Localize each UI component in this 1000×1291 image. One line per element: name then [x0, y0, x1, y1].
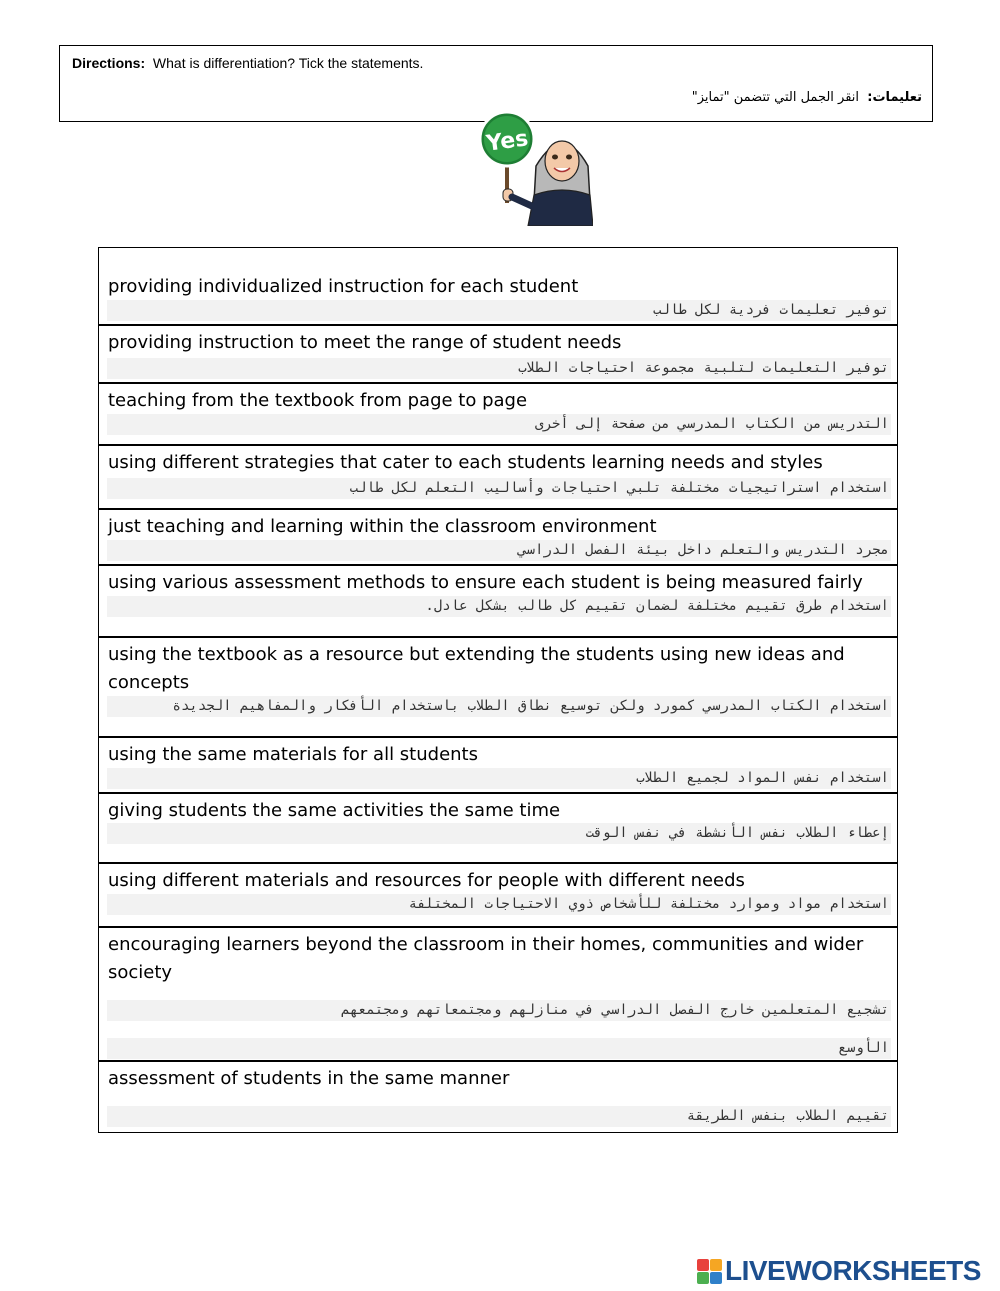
directions-arabic: [692, 90, 922, 105]
statement-row-4[interactable]: [99, 444, 897, 508]
statement-row-9[interactable]: [99, 792, 897, 862]
statement-arabic: استخدام استراتيجيات مختلفة تلبي احتياجات وأساليب التعلم لكل طالب: [107, 478, 891, 499]
statement-english: using various assessment methods to ensure each student is being measured fairly: [108, 572, 863, 593]
statement-arabic: استخدام الكتاب المدرسي كمورد ولكن توسيع نطاق الطلاب باستخدام الأفكار والمفاهيم الجديدة: [107, 696, 891, 717]
statement-row-7[interactable]: [99, 636, 897, 736]
logo-text: LIVEWORKSHEETS: [725, 1255, 981, 1286]
statement-english: giving students the same activities the same time: [108, 800, 561, 821]
statement-row-6[interactable]: [99, 564, 897, 636]
avatar-holding-yes-sign-icon: [478, 111, 593, 226]
statement-english: providing instruction to meet the range of student needs: [108, 332, 622, 353]
statement-english: providing individualized instruction for each student: [108, 276, 579, 297]
statements-table: [98, 247, 898, 1133]
statement-english: using the same materials for all students: [108, 744, 478, 765]
statement-arabic: التدريس من الكتاب المدرسي من صفحة إلى أخرى: [107, 414, 891, 435]
statement-row-1[interactable]: [99, 248, 897, 324]
directions-label-arabic: تعليمات:: [867, 90, 922, 105]
statement-english: using different materials and resources for people with different needs: [108, 870, 745, 891]
statement-english: just teaching and learning within the classroom environment: [108, 516, 657, 537]
statement-row-11[interactable]: [99, 926, 897, 1060]
statement-row-12[interactable]: [99, 1060, 897, 1132]
statement-row-2[interactable]: [99, 324, 897, 382]
statement-row-5[interactable]: [99, 508, 897, 564]
statement-english: encouraging learners beyond the classroom in their homes, communities and wider society: [108, 934, 864, 983]
statement-arabic: استخدام نفس المواد لجميع الطلاب: [107, 768, 891, 789]
statement-english: using different strategies that cater to each students learning needs and styles: [108, 452, 823, 473]
directions-text: What is differentiation? Tick the statements.: [152, 55, 424, 71]
statement-arabic: توفير التعليمات لتلبية مجموعة احتياجات الطلاب: [107, 358, 891, 379]
statement-arabic: مجرد التدريس والتعلم داخل بيئة الفصل الدراسي: [107, 540, 891, 561]
statement-arabic: استخدام مواد وموارد مختلفة للأشخاص ذوي الاحتياجات المختلفة: [107, 894, 891, 915]
statement-english: assessment of students in the same manner: [108, 1068, 510, 1089]
directions-english: [72, 55, 423, 71]
statement-arabic-continued: الأوسع: [107, 1038, 891, 1059]
statement-english: teaching from the textbook from page to page: [108, 390, 528, 411]
directions-text-arabic: انقر الجمل التي تتضمن "تمايز": [691, 90, 860, 105]
yes-sign-text: Yes: [484, 126, 530, 157]
statement-row-8[interactable]: [99, 736, 897, 792]
statement-row-10[interactable]: [99, 862, 897, 926]
statement-arabic: تشجيع المتعلمين خارج الفصل الدراسي في منازلهم ومجتمعاتهم ومجتمعهم: [107, 1000, 891, 1021]
statement-row-3[interactable]: [99, 382, 897, 444]
statement-arabic: تقييم الطلاب بنفس الطريقة: [107, 1106, 891, 1127]
directions-label: Directions:: [72, 55, 146, 71]
liveworksheets-logo[interactable]: [697, 1256, 981, 1286]
statement-arabic: استخدام طرق تقييم مختلفة لضمان تقييم كل طالب بشكل عادل.: [107, 596, 891, 617]
statement-english: using the textbook as a resource but extending the students using new ideas and concepts: [108, 644, 845, 693]
logo-mark-icon: [697, 1259, 722, 1284]
statement-arabic: إعطاء الطلاب نفس الأنشطة في نفس الوقت: [107, 823, 891, 844]
statement-arabic: توفير تعليمات فردية لكل طالب: [107, 300, 891, 321]
